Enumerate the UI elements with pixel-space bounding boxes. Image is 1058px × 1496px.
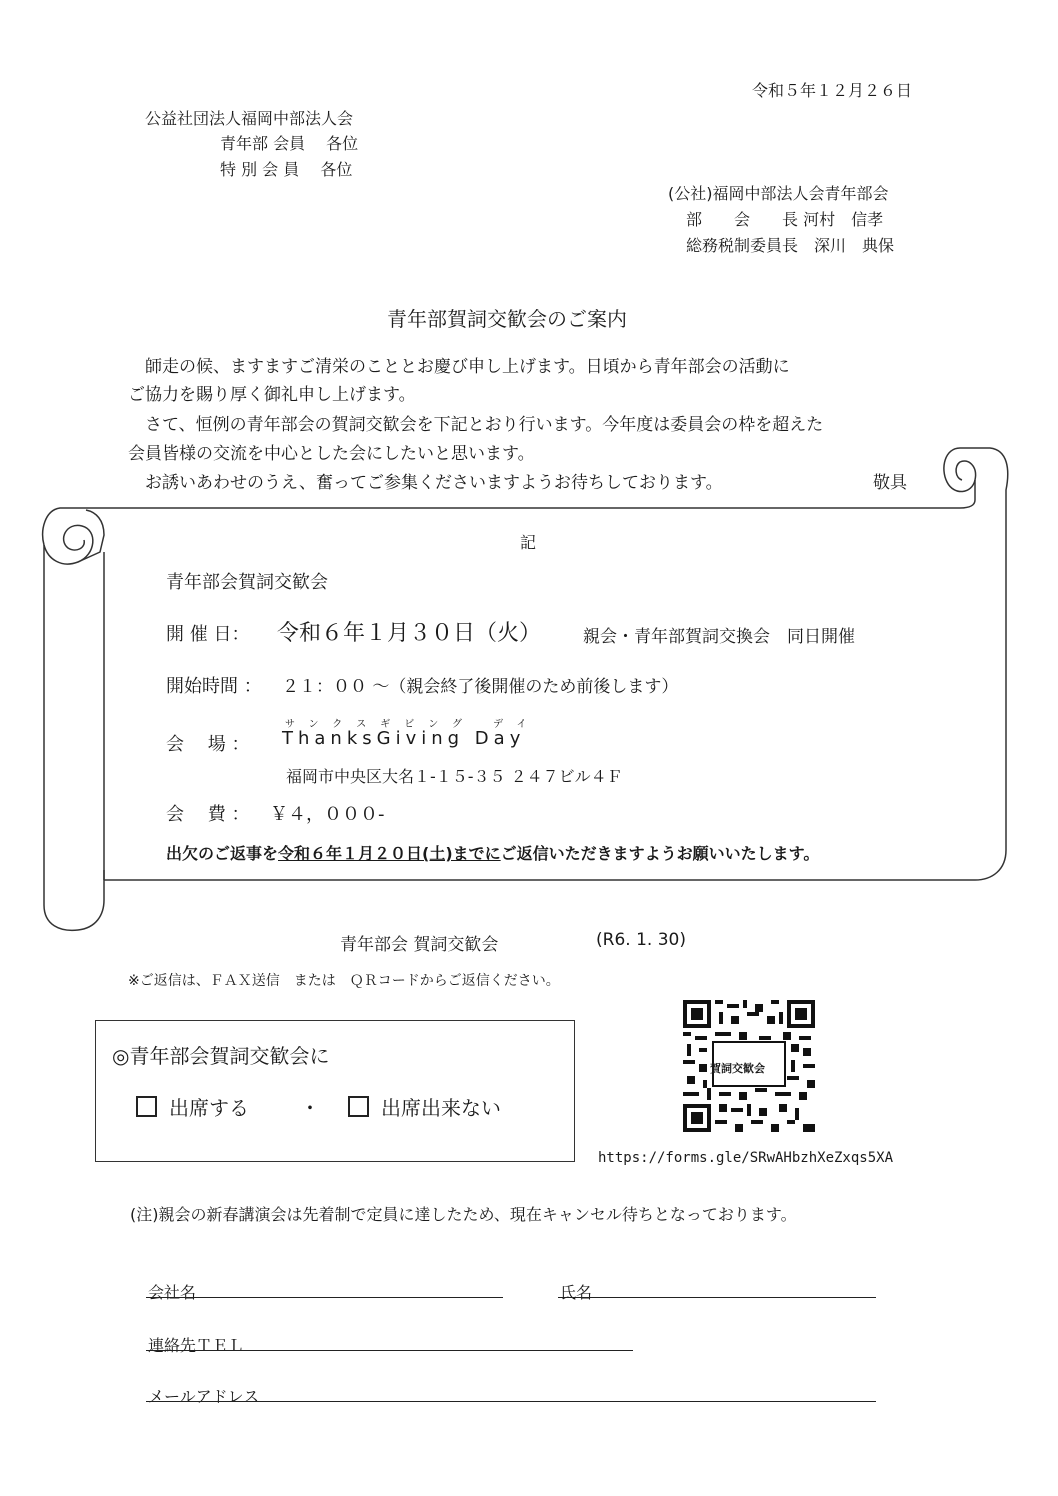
recipient-line-1: 青年部 会員 各位 — [220, 134, 359, 153]
recipient-line-2: 特 別 会 員 各位 — [220, 160, 353, 179]
closing-keigu: 敬具 — [873, 473, 907, 493]
venue-label: 会 場 ： — [166, 734, 250, 755]
name-field[interactable] — [558, 1297, 876, 1298]
attend-checkbox[interactable] — [136, 1096, 157, 1117]
rsvp-prefix: 出欠のご返事を — [166, 844, 279, 863]
body-line-4: 会員皆様の交流を中心とした会にしたいと思います。 — [128, 444, 535, 464]
absent-checkbox[interactable] — [348, 1096, 369, 1117]
qr-label: 賀詞交歓会 — [710, 1062, 765, 1075]
body-line-2: ご協力を賜り厚く御礼申し上げます。 — [128, 385, 416, 405]
sender-line-2: 総務税制委員長 深川 典保 — [686, 236, 895, 255]
fee-label: 会 費 ： — [166, 804, 250, 825]
email-field[interactable] — [146, 1401, 876, 1402]
option-absent-label: 出席出来ない — [381, 1096, 501, 1120]
venue-address: 福岡市中央区大名１-１５-３５ ２４７ビル４Ｆ — [286, 767, 623, 786]
fee-value: ￥４，０００- — [270, 804, 385, 825]
rsvp-line — [166, 841, 819, 864]
ki-heading: 記 — [520, 533, 537, 552]
time-value: ２１：００ ～（親会終了後開催のため前後します） — [282, 677, 679, 697]
rsvp-deadline: 令和６年１月２０日(土)までに — [278, 844, 501, 863]
cancellation-note: (注)親会の新春講演会は先着制で定員に達したため、現在キャンセル待ちとなっております。 — [130, 1205, 797, 1224]
time-label: 開始時間 ： — [166, 676, 262, 697]
option-attend[interactable] — [136, 1092, 249, 1121]
page-title: 青年部賀詞交歓会のご案内 — [387, 307, 627, 331]
sender-line-1: 部 会 長 河村 信孝 — [686, 210, 884, 229]
company-label: 会社名 — [148, 1283, 197, 1302]
document-date: 令和５年１２月２６日 — [752, 81, 913, 100]
option-separator: ・ — [300, 1096, 320, 1120]
tel-label: 連絡先ＴＥＬ — [148, 1336, 245, 1355]
date-label: 開 催 日： — [166, 624, 250, 645]
reply-header-date: (R6. 1. 30) — [596, 930, 686, 950]
reply-question: ◎青年部会賀詞交歓会に — [112, 1044, 330, 1068]
email-label: メールアドレス — [148, 1387, 260, 1406]
venue-name: ThanksGiving Day — [282, 728, 526, 749]
body-line-1: 師走の候、ますますご清栄のこととお慶び申し上げます。日頃から青年部会の活動に — [145, 357, 790, 377]
tel-field[interactable] — [146, 1350, 633, 1351]
date-note: 親会・青年部賀詞交換会 同日開催 — [583, 627, 855, 647]
sender-org: (公社)福岡中部法人会青年部会 — [668, 184, 889, 203]
rsvp-suffix: ご返信いただきますようお願いいたします。 — [500, 844, 820, 863]
body-line-5: お誘いあわせのうえ、奮ってご参集くださいますようお待ちしております。 — [145, 473, 723, 493]
reply-instruction: ※ご返信は、ＦＡＸ送信 または ＱＲコードからご返信ください。 — [128, 973, 560, 989]
event-name: 青年部会賀詞交歓会 — [166, 572, 328, 593]
reply-header: 青年部会 賀詞交歓会 — [340, 935, 499, 955]
name-label: 氏名 — [560, 1283, 593, 1302]
venue-ruby: サンクスギビング デイ — [285, 719, 541, 730]
form-url[interactable]: https://forms.gle/SRwAHbzhXeZxqs5XA — [598, 1150, 894, 1166]
body-line-3: さて、恒例の青年部会の賀詞交歓会を下記とおり行います。今年度は委員会の枠を超えた — [145, 415, 824, 435]
company-field[interactable] — [146, 1297, 503, 1298]
option-attend-label: 出席する — [169, 1096, 249, 1120]
recipient-org: 公益社団法人福岡中部法人会 — [145, 109, 354, 128]
date-value: 令和６年１月３０日（火） — [277, 621, 542, 646]
option-absent[interactable] — [348, 1092, 501, 1121]
